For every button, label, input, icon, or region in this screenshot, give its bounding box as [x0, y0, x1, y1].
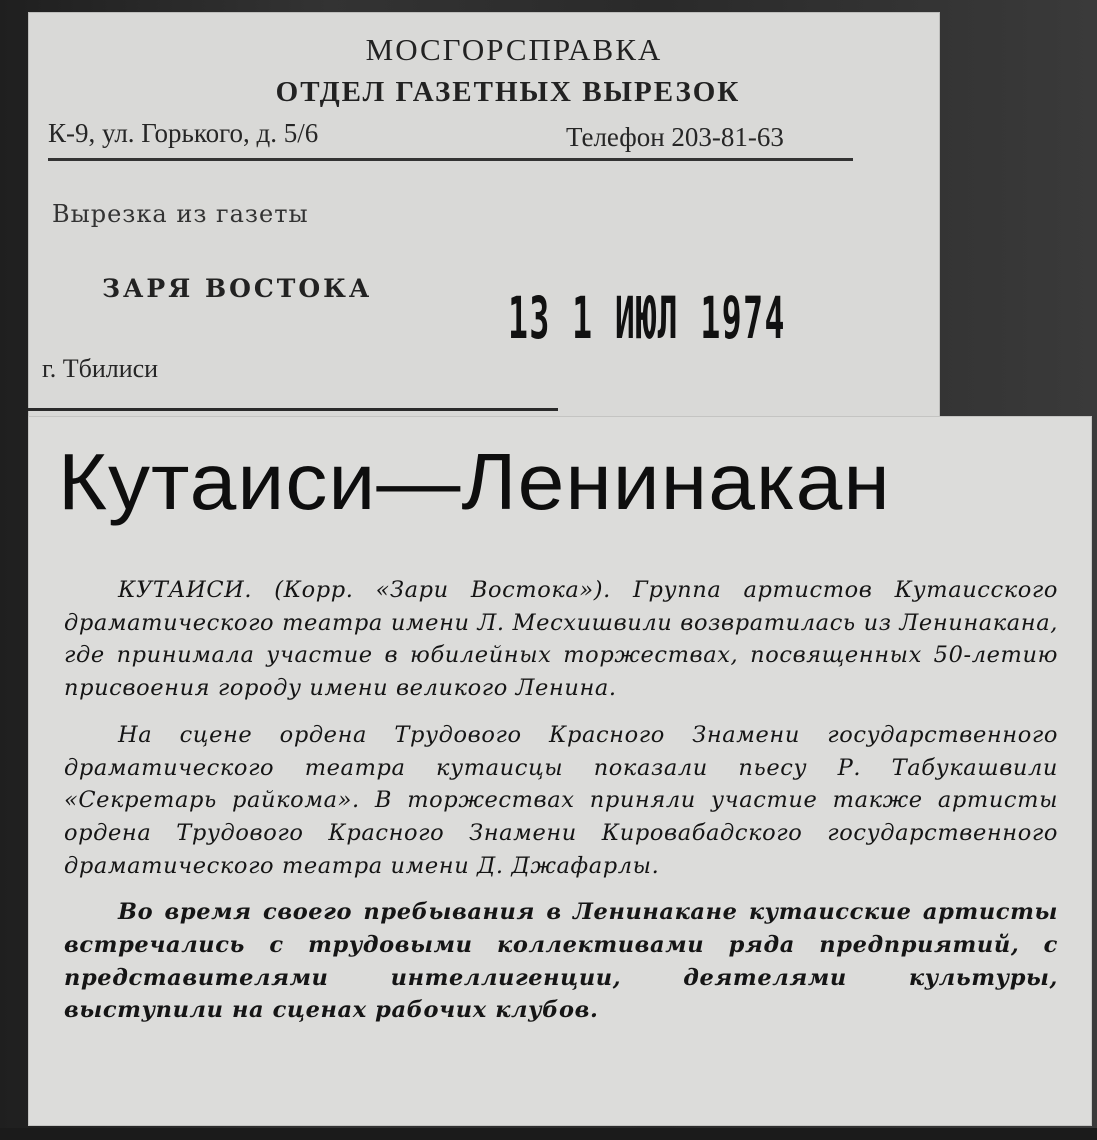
- article-paragraph-1: КУТАИСИ. (Корр. «Зари Востока»). Группа артистов Кутаисского драматического театра имени Л. Месхишвили возвратилась из Ленинакана, где принимала участие в юбилейных торжествах, посвященных 50-летию присвоения городу имени великого Ленина.: [64, 577, 1058, 702]
- article-paragraph-3: Во время своего пребывания в Ленинакане кутаисские артисты встречались с трудовыми коллективами ряда предприятий, с представителями интеллигенции, деятелями культуры, выступили на сценах рабочих клубов.: [64, 899, 1058, 1024]
- department-name: ОТДЕЛ ГАЗЕТНЫХ ВЫРЕЗОК: [275, 76, 741, 108]
- label-bottom-rule: [28, 408, 558, 411]
- newspaper-clipping: [28, 416, 1092, 1126]
- article-body: [64, 574, 1058, 1041]
- board-bottom-edge: [0, 1128, 1097, 1140]
- agency-address: К-9, ул. Горького, д. 5/6: [48, 118, 319, 148]
- agency-name: МОСГОРСПРАВКА: [365, 32, 663, 67]
- article-headline: Кутаиси—Ленинакан: [58, 437, 891, 526]
- agency-phone: Телефон 203-81-63: [566, 122, 784, 152]
- article-paragraph-2: На сцене ордена Трудового Красного Знамени государственного драматического театра кутаисцы показали пьесу Р. Табукашвили «Секретарь райкома». В торжествах приняли участие также артисты ордена Трудового Красного Знамени Кировабадского государственного драматического театра имени Д. Джафарлы.: [64, 721, 1058, 879]
- newspaper-name: ЗАРЯ ВОСТОКА: [102, 274, 373, 303]
- clip-from-label: Вырезка из газеты: [52, 200, 309, 228]
- date-stamp: 13 1 ИЮЛ 1974: [508, 284, 786, 352]
- header-divider: [48, 158, 853, 161]
- newspaper-city: г. Тбилиси: [42, 354, 159, 383]
- clipping-service-label: [28, 12, 940, 432]
